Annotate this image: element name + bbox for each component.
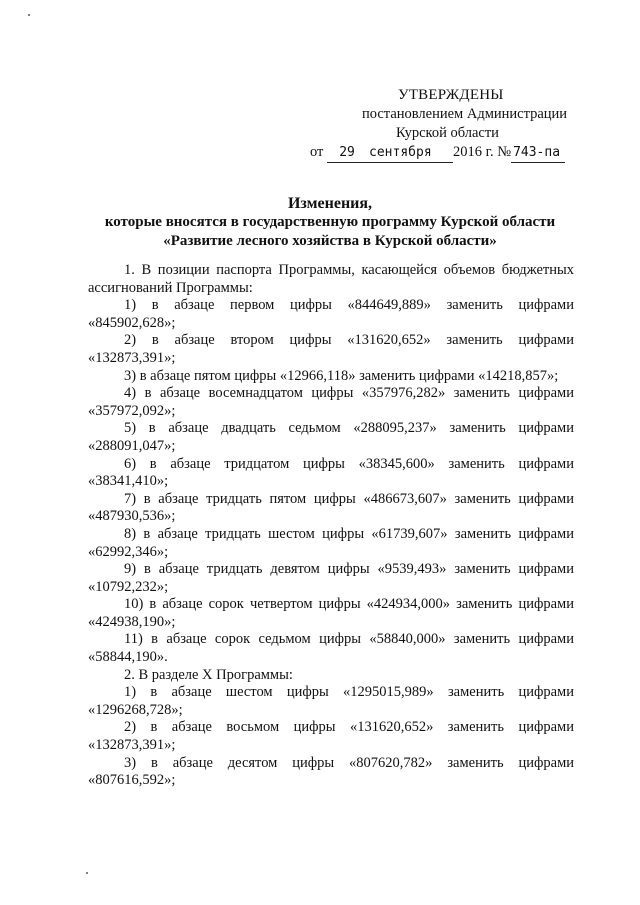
section-1-item: 3) в абзаце пятом цифры «12966,118» заменить цифрами «14218,857»; <box>124 367 559 384</box>
approval-title: УТВЕРЖДЕНЫ <box>398 87 504 103</box>
section-2-item: 1) в абзаце шестом цифры «1295015,989» заменить цифрами «1296268,728»; <box>88 684 574 718</box>
section-1-item: 8) в абзаце тридцать шестом цифры «61739,607» заменить цифрами «62992,346»; <box>88 525 574 560</box>
heading-line-1: Изменения, <box>287 195 373 212</box>
document-body <box>88 262 574 790</box>
section-1-item: 9) в абзаце тридцать девятом цифры «9539,493» заменить цифрами «10792,232»; <box>88 561 574 595</box>
section-1-item: 10) в абзаце сорок четвертом цифры «424934,000» заменить цифрами «424938,190»; <box>88 596 574 630</box>
scan-speck <box>28 14 30 16</box>
section-1-item: 1) в абзаце первом цифры «844649,889» заменить цифрами «845902,628»; <box>88 297 574 331</box>
approval-number: 743-па <box>511 143 565 163</box>
heading-line-3: «Развитие лесного хозяйства в Курской области» <box>163 233 497 249</box>
heading-line-2: которые вносятся в государственную программу Курской области <box>104 214 556 230</box>
section-2-item: 3) в абзаце десятом цифры «807620,782» заменить цифрами «807616,592»; <box>88 754 574 789</box>
approval-date-line <box>310 143 590 163</box>
section-1-item: 7) в абзаце тридцать пятом цифры «486673,607» заменить цифрами «487930,536»; <box>88 490 574 525</box>
scan-speck <box>86 872 88 874</box>
section-1-title: 1. В позиции паспорта Программы, касающейся объемов бюджетных ассигнований Программы: <box>88 262 574 296</box>
section-1-item: 4) в абзаце восемнадцатом цифры «357976,282» заменить цифрами «357972,092»; <box>88 385 574 419</box>
approval-day: 29 <box>327 143 367 163</box>
section-2-item: 2) в абзаце восьмом цифры «131620,652» заменить цифрами «132873,391»; <box>88 719 574 754</box>
section-2-title: 2. В разделе X Программы: <box>124 666 293 683</box>
date-prefix: от <box>310 144 324 160</box>
approval-block <box>310 86 590 163</box>
section-1-item: 6) в абзаце тридцатом цифры «38345,600» заменить цифрами «38341,410»; <box>88 455 574 490</box>
document-heading <box>40 194 620 251</box>
approval-region: Курской области <box>396 125 499 141</box>
section-1-item: 5) в абзаце двадцать седьмом «288095,237» заменить цифрами «288091,047»; <box>88 420 574 454</box>
section-1-item: 2) в абзаце втором цифры «131620,652» заменить цифрами «132873,391»; <box>88 332 574 366</box>
year-suffix: 2016 г. № <box>453 144 512 160</box>
approval-month: сентября <box>367 143 453 163</box>
approval-by: постановлением Администрации <box>362 106 568 122</box>
section-1-item: 11) в абзаце сорок седьмом цифры «58840,000» заменить цифрами «58844,190». <box>88 631 574 666</box>
